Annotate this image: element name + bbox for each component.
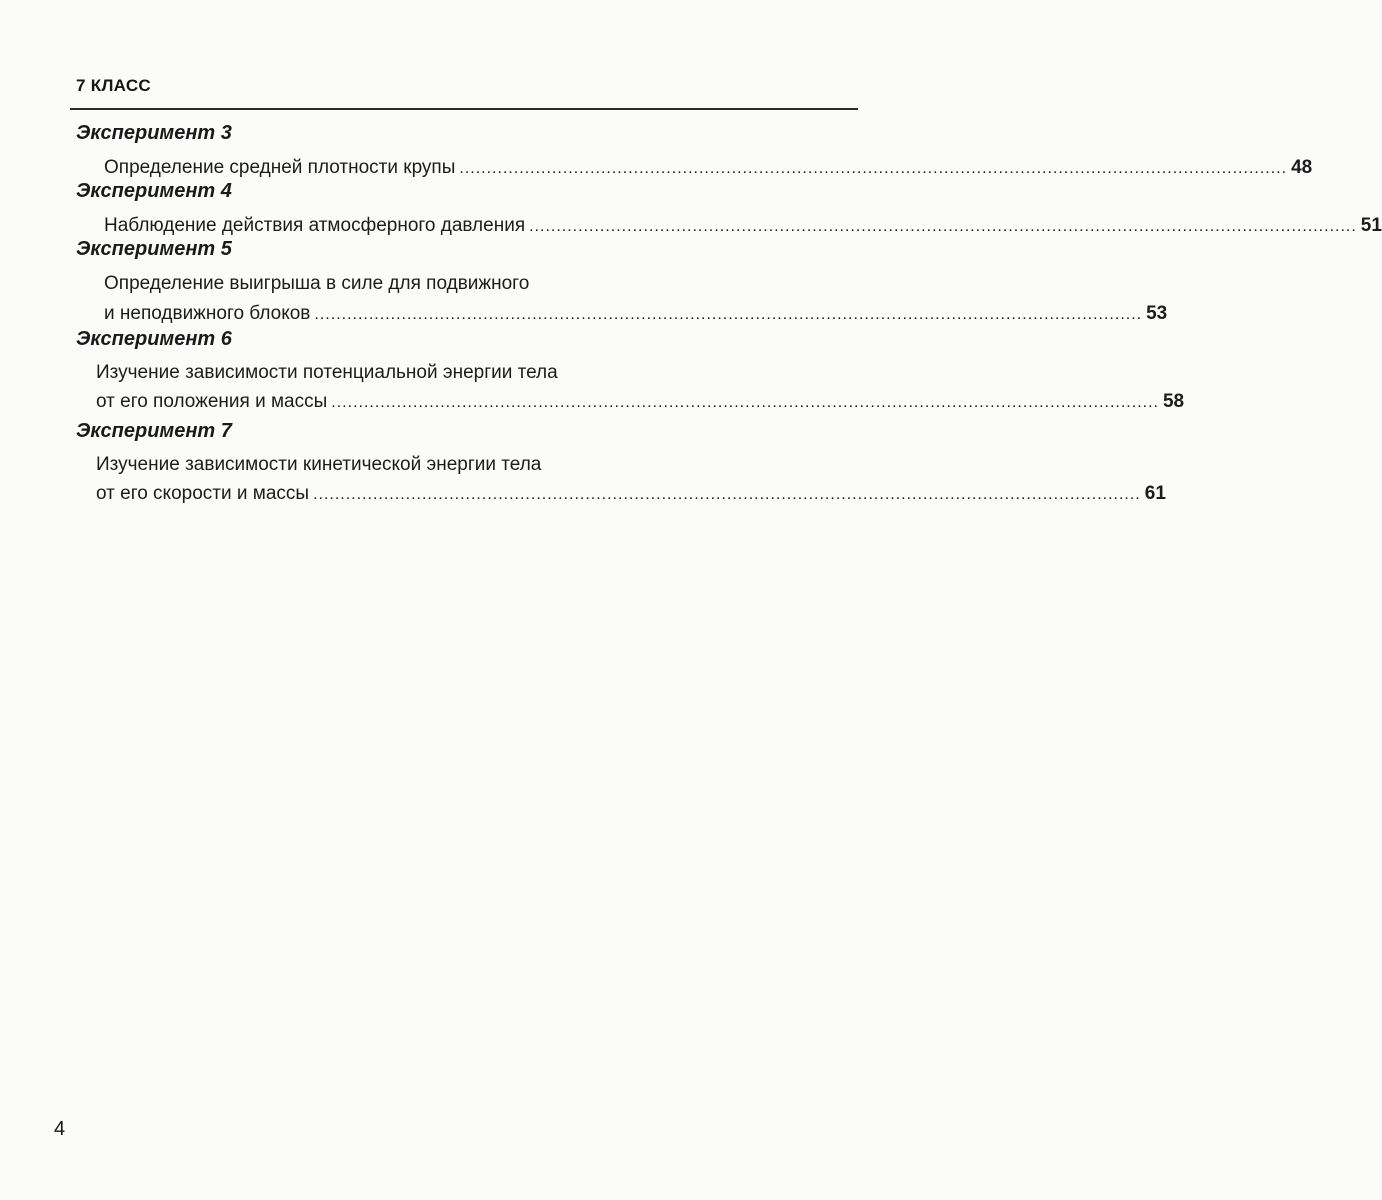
toc-entry-title: Эксперимент 4	[76, 180, 232, 202]
toc-page-number: 61	[1144, 483, 1166, 504]
dot-leader: ........................................................................................................................................................	[331, 394, 1159, 411]
toc-entry-line[interactable]	[104, 303, 1168, 325]
toc-entry-title: Эксперимент 3	[76, 122, 232, 144]
toc-entry-title: Эксперимент 6	[76, 328, 232, 350]
dot-leader: ........................................................................................................................................................	[314, 306, 1143, 323]
toc-page-number: 51	[1360, 215, 1382, 236]
toc-entry-text: от его скорости и массы	[96, 483, 310, 504]
dot-leader: ........................................................................................................................................................	[459, 160, 1288, 177]
grade-header: 7 КЛАСС	[76, 76, 151, 95]
toc-entry-title: Эксперимент 7	[76, 420, 232, 442]
toc-entry-line[interactable]	[104, 157, 1313, 179]
toc-entry-text: и неподвижного блоков	[104, 303, 311, 324]
toc-entry-line[interactable]	[96, 483, 1166, 505]
toc-page-number: 58	[1162, 391, 1185, 412]
page-number: 4	[54, 1118, 66, 1140]
toc-entry-line[interactable]	[96, 391, 1185, 413]
toc-page-number: 53	[1146, 303, 1168, 324]
toc-entry-text: Наблюдение действия атмосферного давления	[104, 215, 526, 236]
dot-leader: ........................................................................................................................................................	[313, 486, 1141, 503]
dot-leader: ........................................................................................................................................................	[529, 218, 1357, 235]
toc-entry-text: Изучение зависимости потенциальной энергии тела	[96, 362, 558, 383]
toc-entry-text: Определение средней плотности крупы	[104, 157, 456, 178]
toc-entry-text: Определение выигрыша в силе для подвижного	[104, 273, 530, 294]
toc-entry-title: Эксперимент 5	[76, 238, 232, 260]
toc-entry-line[interactable]	[104, 215, 1382, 237]
toc-page-number: 48	[1291, 157, 1313, 178]
toc-entry-text: Изучение зависимости кинетической энергии тела	[96, 454, 542, 475]
toc-entry-text: от его положения и массы	[96, 391, 328, 412]
